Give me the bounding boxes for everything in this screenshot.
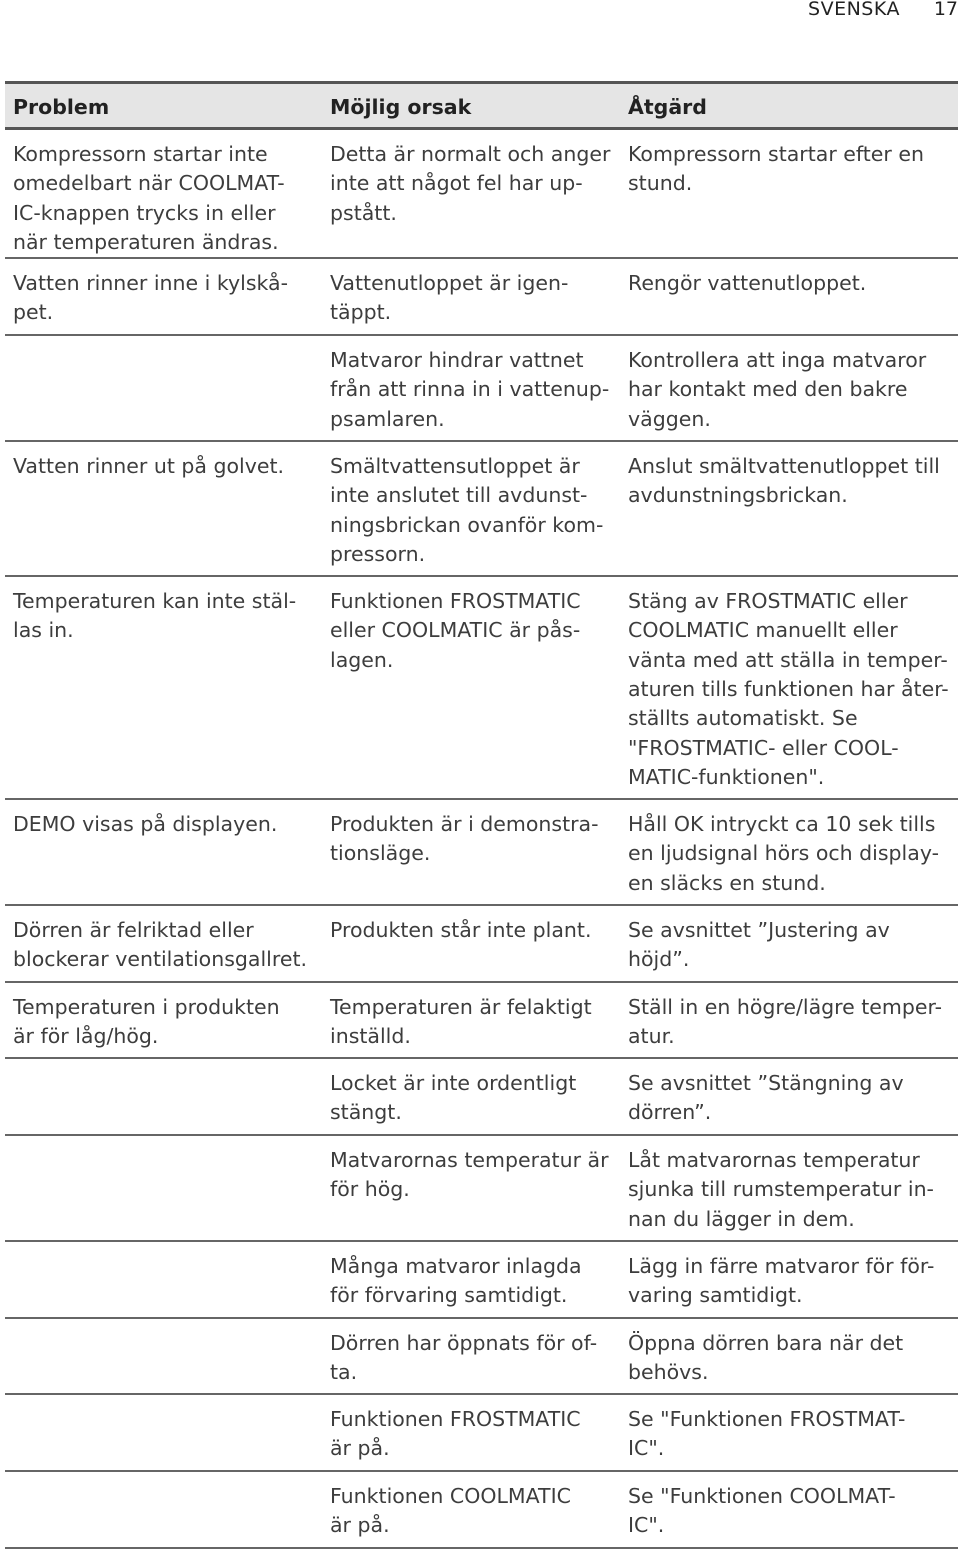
cause-cell-text: Funktionen FROSTMATIC är på.	[330, 1407, 581, 1461]
cause-cell	[322, 1241, 620, 1318]
action-cell-text: Låt matvarornas temperatur sjunka till rumstemperatur in- nan du lägger in dem.	[628, 1148, 934, 1231]
table-row	[5, 258, 958, 335]
problem-cell	[5, 1471, 322, 1548]
column-header-problem: Problem	[5, 83, 322, 129]
action-cell	[620, 905, 958, 982]
column-header-cause: Möjlig orsak	[322, 83, 620, 129]
action-cell	[620, 335, 958, 441]
table-row	[5, 576, 958, 799]
table-row	[5, 982, 958, 1058]
table-row	[5, 129, 958, 259]
problem-cell	[5, 441, 322, 576]
cause-cell	[322, 258, 620, 335]
action-cell-text: Rengör vattenutloppet.	[628, 271, 867, 296]
column-header-action: Åtgärd	[620, 83, 958, 129]
cause-cell-text: Många matvaror inlagda för förvaring samtidigt.	[330, 1254, 582, 1308]
problem-cell	[5, 258, 322, 335]
troubleshooting-table-container	[5, 81, 958, 1549]
table-header-row	[5, 83, 958, 129]
problem-cell	[5, 982, 322, 1058]
problem-cell	[5, 1318, 322, 1394]
page-header	[0, 0, 960, 24]
problem-cell	[5, 335, 322, 441]
action-cell	[620, 799, 958, 905]
cause-cell	[322, 1471, 620, 1548]
problem-cell	[5, 1135, 322, 1241]
cause-cell-text: Dörren har öppnats för of- ta.	[330, 1331, 598, 1385]
cause-cell-text: Detta är normalt och anger inte att något fel har up- pstått.	[330, 142, 611, 225]
problem-cell-text: Temperaturen i produkten är för låg/hög.	[13, 995, 280, 1049]
table-row	[5, 1241, 958, 1318]
action-cell-text: Stäng av FROSTMATIC eller COOLMATIC manuellt eller vänta med att ställa in temper- aturen tills funktionen har åter- ställts automatiskt. Se "FROSTMATIC- eller COOL- MATIC-funktionen".	[628, 589, 949, 789]
action-cell	[620, 129, 958, 259]
cause-cell-text: Temperaturen är felaktigt inställd.	[330, 995, 592, 1049]
problem-cell-text: DEMO visas på displayen.	[13, 812, 278, 837]
table-row	[5, 1135, 958, 1241]
cause-cell	[322, 1394, 620, 1471]
action-cell	[620, 1394, 958, 1471]
action-cell-text: Se avsnittet ”Stängning av dörren”.	[628, 1071, 904, 1125]
problem-cell	[5, 1058, 322, 1135]
problem-cell	[5, 1394, 322, 1471]
action-cell	[620, 576, 958, 799]
cause-cell-text: Vattenutloppet är igen- täppt.	[330, 271, 569, 325]
problem-cell	[5, 129, 322, 259]
action-cell-text: Ställ in en högre/lägre temper- atur.	[628, 995, 943, 1049]
action-cell	[620, 1058, 958, 1135]
cause-cell-text: Funktionen COOLMATIC är på.	[330, 1484, 571, 1538]
page-number: 17	[933, 0, 958, 20]
problem-cell	[5, 905, 322, 982]
cause-cell	[322, 982, 620, 1058]
problem-cell-text: Vatten rinner ut på golvet.	[13, 454, 285, 479]
action-cell-text: Se avsnittet ”Justering av höjd”.	[628, 918, 890, 972]
troubleshooting-table	[5, 81, 958, 1549]
cause-cell-text: Matvaror hindrar vattnet från att rinna in i vattenup- psamlaren.	[330, 348, 610, 431]
problem-cell-text: Temperaturen kan inte stäl- las in.	[13, 589, 297, 643]
action-cell-text: Se "Funktionen COOLMAT- IC".	[628, 1484, 896, 1538]
action-cell	[620, 1318, 958, 1394]
action-cell	[620, 982, 958, 1058]
cause-cell-text: Matvarornas temperatur är för hög.	[330, 1148, 609, 1202]
problem-cell-text: Vatten rinner inne i kylskå- pet.	[13, 271, 288, 325]
cause-cell-text: Produkten står inte plant.	[330, 918, 592, 943]
cause-cell-text: Funktionen FROSTMATIC eller COOLMATIC är pås- lagen.	[330, 589, 581, 672]
table-row	[5, 905, 958, 982]
table-row	[5, 335, 958, 441]
action-cell	[620, 258, 958, 335]
action-cell	[620, 1135, 958, 1241]
cause-cell	[322, 1135, 620, 1241]
table-row	[5, 1394, 958, 1471]
action-cell-text: Kompressorn startar efter en stund.	[628, 142, 924, 196]
table-row	[5, 799, 958, 905]
action-cell	[620, 441, 958, 576]
cause-cell	[322, 1058, 620, 1135]
cause-cell-text: Smältvattensutloppet är inte anslutet till avdunst- ningsbrickan ovanför kom- pressorn.	[330, 454, 604, 567]
action-cell	[620, 1241, 958, 1318]
language-label: SVENSKA	[808, 0, 900, 20]
table-row	[5, 1471, 958, 1548]
cause-cell	[322, 1318, 620, 1394]
cause-cell	[322, 441, 620, 576]
action-cell-text: Anslut smältvattenutloppet till avdunstningsbrickan.	[628, 454, 940, 508]
table-row	[5, 1318, 958, 1394]
action-cell-text: Lägg in färre matvaror för för- varing samtidigt.	[628, 1254, 935, 1308]
problem-cell	[5, 799, 322, 905]
problem-cell-text: Dörren är felriktad eller blockerar ventilationsgallret.	[13, 918, 307, 972]
cause-cell	[322, 335, 620, 441]
problem-cell-text: Kompressorn startar inte omedelbart när COOLMAT- IC-knappen trycks in eller när temperaturen ändras.	[13, 142, 285, 254]
action-cell-text: Öppna dörren bara när det behövs.	[628, 1331, 904, 1385]
cause-cell-text: Produkten är i demonstra- tionsläge.	[330, 812, 599, 866]
action-cell-text: Håll OK intryckt ca 10 sek tills en ljudsignal hörs och display- en släcks en stund.	[628, 812, 939, 895]
cause-cell	[322, 905, 620, 982]
action-cell-text: Kontrollera att inga matvaror har kontakt med den bakre väggen.	[628, 348, 927, 431]
cause-cell-text: Locket är inte ordentligt stängt.	[330, 1071, 577, 1125]
action-cell	[620, 1471, 958, 1548]
cause-cell	[322, 576, 620, 799]
problem-cell	[5, 1241, 322, 1318]
cause-cell	[322, 799, 620, 905]
table-row	[5, 441, 958, 576]
table-body	[5, 129, 958, 1549]
cause-cell	[322, 129, 620, 259]
action-cell-text: Se "Funktionen FROSTMAT- IC".	[628, 1407, 906, 1461]
problem-cell	[5, 576, 322, 799]
table-row	[5, 1058, 958, 1135]
